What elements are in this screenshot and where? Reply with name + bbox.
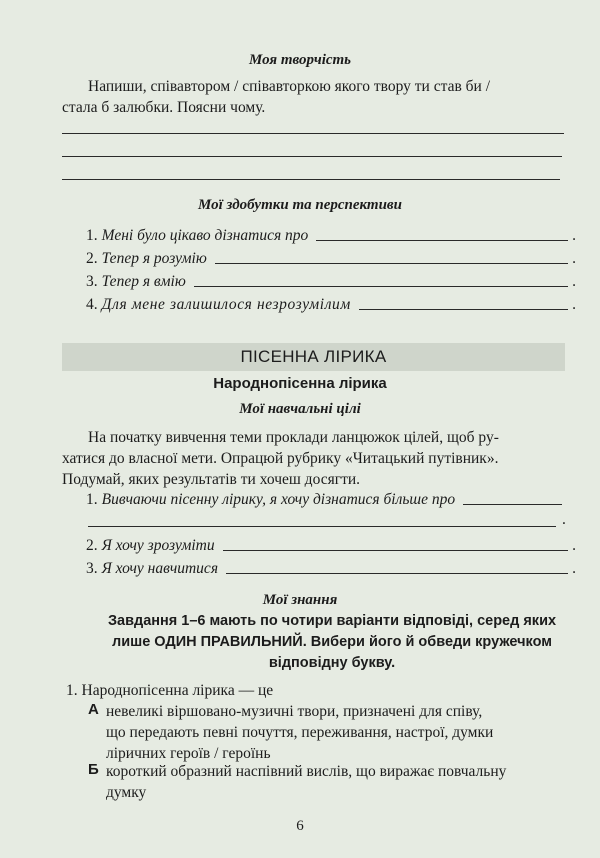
item-number: 2. (86, 250, 98, 267)
option-a-line3: ліричних героїв / героїнь (106, 745, 271, 762)
achievement-item-2 (86, 246, 576, 268)
fill-line[interactable] (463, 503, 562, 505)
item-text: Для мене залишилося незрозумілим (101, 296, 351, 313)
section-banner (62, 343, 565, 371)
question-1: 1. Народнопісенна лірика — це (66, 682, 274, 699)
fill-line[interactable] (316, 239, 568, 241)
item-text: Я хочу зрозуміти (101, 537, 215, 554)
achievement-item-4 (86, 292, 576, 314)
fill-line[interactable] (194, 285, 568, 287)
goal-1-continuation-line[interactable] (88, 526, 556, 527)
item-end: . (572, 296, 576, 313)
achievements-heading: Мої здобутки та перспективи (198, 197, 402, 213)
item-number: 1. (86, 491, 98, 508)
option-a-letter[interactable]: А (88, 701, 99, 718)
item-number: 3. (86, 560, 98, 577)
goal-item-2 (86, 533, 576, 555)
creativity-heading: Моя творчість (248, 52, 352, 68)
fill-line[interactable] (215, 262, 568, 264)
option-b-line2: думку (106, 784, 147, 801)
goal-item-1 (86, 487, 576, 509)
item-end: . (572, 227, 576, 244)
section-title: ПІСЕННА ЛІРИКА (240, 347, 387, 366)
intro-line1: На початку вивчення теми проклади ланцюжок цілей, щоб ру- (88, 429, 499, 446)
option-a-line2: що передають певні почуття, переживання, настрої, думки (106, 724, 494, 741)
option-b-line1: короткий образний наспівний вислів, що виражає повчальну (106, 763, 507, 780)
fill-line[interactable] (359, 308, 568, 310)
item-end: . (572, 273, 576, 290)
answer-line-3[interactable] (62, 179, 560, 180)
answer-line-2[interactable] (62, 156, 562, 157)
achievement-item-3 (86, 269, 576, 291)
goal-1-end: . (562, 511, 566, 528)
intro-line3: Подумай, яких результатів ти хочеш досягти. (62, 471, 361, 488)
item-text: Вивчаючи пісенну лірику, я хочу дізнатися більше про (101, 491, 456, 508)
creativity-prompt-line1: Напиши, співавтором / співавторкою якого твору ти став би / (88, 78, 491, 95)
item-text: Тепер я вмію (101, 273, 186, 290)
item-end: . (572, 560, 576, 577)
option-a-text (106, 701, 572, 764)
achievement-item-1 (86, 223, 576, 245)
intro-line2: хатися до власної мети. Опрацюй рубрику «Читацький путівник». (62, 450, 499, 467)
item-text: Я хочу навчитися (101, 560, 219, 577)
creativity-prompt-line2: стала б залюбки. Поясни чому. (62, 99, 266, 116)
item-text: Мені було цікаво дізнатися про (101, 227, 309, 244)
task-line1: Завдання 1–6 мають по чотири варіанти відповіді, серед яких (107, 613, 557, 629)
task-line3: відповідну букву. (268, 655, 396, 671)
goal-item-3 (86, 556, 576, 578)
task-line2: лише ОДИН ПРАВИЛЬНИЙ. Вибери його й обведи кружечком (111, 634, 553, 650)
goals-heading: Мої навчальні цілі (239, 401, 361, 417)
fill-line[interactable] (226, 572, 568, 574)
item-number: 1. (86, 227, 98, 244)
section-subtitle: Народнопісенна лірика (213, 375, 387, 392)
option-b-text (106, 761, 572, 803)
item-number: 4. (86, 296, 98, 313)
item-number: 2. (86, 537, 98, 554)
page-number: 6 (296, 818, 304, 834)
fill-line[interactable] (223, 549, 569, 551)
item-number: 3. (86, 273, 98, 290)
option-b-letter[interactable]: Б (88, 761, 99, 778)
option-a-line1: невеликі віршовано-музичні твори, призначені для співу, (106, 703, 483, 720)
item-end: . (572, 250, 576, 267)
item-text: Тепер я розумію (101, 250, 207, 267)
answer-line-1[interactable] (62, 133, 564, 134)
item-end: . (572, 537, 576, 554)
knowledge-heading: Мої знання (262, 592, 338, 608)
